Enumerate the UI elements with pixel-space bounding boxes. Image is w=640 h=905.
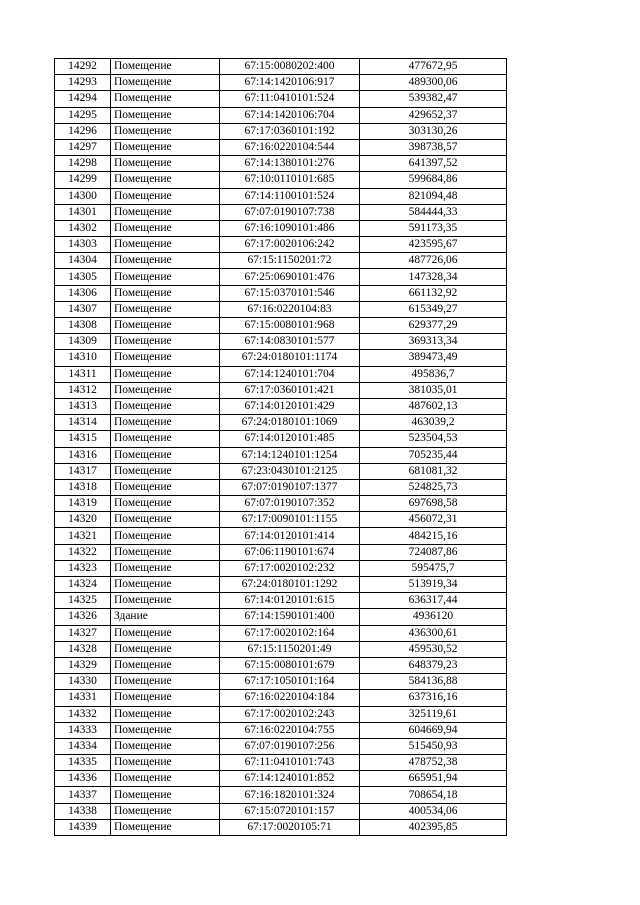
cadastral-value-cell: 539382,47: [360, 91, 507, 107]
object-type-cell: Помещение: [111, 334, 220, 350]
table-row: [55, 398, 507, 414]
table-row: [55, 237, 507, 253]
cadastral-value-cell: 604669,94: [360, 722, 507, 738]
table-row: [55, 593, 507, 609]
cadastral-value-cell: 4936120: [360, 609, 507, 625]
row-number-cell: 14298: [55, 156, 111, 172]
object-type-cell: Помещение: [111, 738, 220, 754]
table-row: [55, 301, 507, 317]
table-row: [55, 172, 507, 188]
cadastral-value-cell: 459530,52: [360, 641, 507, 657]
cadastral-number-cell: 67:25:0690101:476: [220, 269, 360, 285]
table-row: [55, 382, 507, 398]
object-type-cell: Помещение: [111, 59, 220, 75]
cadastral-number-cell: 67:14:0120101:429: [220, 398, 360, 414]
object-type-cell: Помещение: [111, 479, 220, 495]
table-row: [55, 722, 507, 738]
object-type-cell: Помещение: [111, 382, 220, 398]
cadastral-value-cell: 629377,29: [360, 318, 507, 334]
table-row: [55, 496, 507, 512]
cadastral-number-cell: 67:14:1240101:704: [220, 366, 360, 382]
row-number-cell: 14292: [55, 59, 111, 75]
row-number-cell: 14304: [55, 253, 111, 269]
cadastral-number-cell: 67:17:1050101:164: [220, 674, 360, 690]
cadastral-number-cell: 67:14:1240101:1254: [220, 447, 360, 463]
cadastral-number-cell: 67:15:0080202:400: [220, 59, 360, 75]
object-type-cell: Помещение: [111, 188, 220, 204]
cadastral-value-cell: 423595,67: [360, 237, 507, 253]
cadastral-number-cell: 67:15:0720101:157: [220, 803, 360, 819]
cadastral-value-cell: 484215,16: [360, 528, 507, 544]
table-row: [55, 771, 507, 787]
table-row: [55, 431, 507, 447]
object-type-cell: Здание: [111, 609, 220, 625]
row-number-cell: 14306: [55, 285, 111, 301]
object-type-cell: Помещение: [111, 156, 220, 172]
cadastral-value-cell: 325119,61: [360, 706, 507, 722]
object-type-cell: Помещение: [111, 366, 220, 382]
row-number-cell: 14312: [55, 382, 111, 398]
row-number-cell: 14305: [55, 269, 111, 285]
table-row: [55, 334, 507, 350]
object-type-cell: Помещение: [111, 560, 220, 576]
table-row: [55, 528, 507, 544]
cadastral-number-cell: 67:16:0220104:544: [220, 139, 360, 155]
object-type-cell: Помещение: [111, 755, 220, 771]
object-type-cell: Помещение: [111, 657, 220, 673]
row-number-cell: 14295: [55, 107, 111, 123]
table-row: [55, 188, 507, 204]
cadastral-number-cell: 67:15:0080101:679: [220, 657, 360, 673]
object-type-cell: Помещение: [111, 577, 220, 593]
cadastral-number-cell: 67:14:1100101:524: [220, 188, 360, 204]
cadastral-number-cell: 67:17:0020105:71: [220, 819, 360, 835]
object-type-cell: Помещение: [111, 512, 220, 528]
table-row: [55, 544, 507, 560]
row-number-cell: 14303: [55, 237, 111, 253]
row-number-cell: 14317: [55, 463, 111, 479]
cadastral-number-cell: 67:23:0430101:2125: [220, 463, 360, 479]
cadastral-number-cell: 67:14:1420106:704: [220, 107, 360, 123]
table-row: [55, 609, 507, 625]
cadastral-value-cell: 697698,58: [360, 496, 507, 512]
table-row: [55, 787, 507, 803]
cadastral-number-cell: 67:14:0120101:414: [220, 528, 360, 544]
cadastral-number-cell: 67:24:0180101:1174: [220, 350, 360, 366]
cadastral-number-cell: 67:14:0830101:577: [220, 334, 360, 350]
table-row: [55, 674, 507, 690]
row-number-cell: 14335: [55, 755, 111, 771]
row-number-cell: 14337: [55, 787, 111, 803]
cadastral-number-cell: 67:07:0190107:352: [220, 496, 360, 512]
table-row: [55, 253, 507, 269]
row-number-cell: 14293: [55, 75, 111, 91]
table-row: [55, 75, 507, 91]
table-row: [55, 269, 507, 285]
table-row: [55, 706, 507, 722]
row-number-cell: 14327: [55, 625, 111, 641]
row-number-cell: 14321: [55, 528, 111, 544]
object-type-cell: Помещение: [111, 431, 220, 447]
table-row: [55, 139, 507, 155]
cadastral-number-cell: 67:16:0220104:755: [220, 722, 360, 738]
table-row: [55, 819, 507, 835]
cadastral-value-cell: 381035,01: [360, 382, 507, 398]
property-registry-table: [54, 58, 507, 836]
cadastral-value-cell: 584444,33: [360, 204, 507, 220]
row-number-cell: 14336: [55, 771, 111, 787]
row-number-cell: 14318: [55, 479, 111, 495]
cadastral-value-cell: 591173,35: [360, 220, 507, 236]
cadastral-value-cell: 489300,06: [360, 75, 507, 91]
object-type-cell: Помещение: [111, 91, 220, 107]
table-row: [55, 447, 507, 463]
table-row: [55, 366, 507, 382]
object-type-cell: Помещение: [111, 674, 220, 690]
row-number-cell: 14310: [55, 350, 111, 366]
cadastral-value-cell: 705235,44: [360, 447, 507, 463]
row-number-cell: 14302: [55, 220, 111, 236]
cadastral-value-cell: 398738,57: [360, 139, 507, 155]
table-row: [55, 641, 507, 657]
object-type-cell: Помещение: [111, 803, 220, 819]
cadastral-value-cell: 487726,06: [360, 253, 507, 269]
cadastral-number-cell: 67:15:1150201:49: [220, 641, 360, 657]
table-row: [55, 738, 507, 754]
table-row: [55, 156, 507, 172]
object-type-cell: Помещение: [111, 593, 220, 609]
object-type-cell: Помещение: [111, 690, 220, 706]
object-type-cell: Помещение: [111, 447, 220, 463]
cadastral-value-cell: 402395,85: [360, 819, 507, 835]
object-type-cell: Помещение: [111, 139, 220, 155]
object-type-cell: Помещение: [111, 123, 220, 139]
row-number-cell: 14307: [55, 301, 111, 317]
row-number-cell: 14313: [55, 398, 111, 414]
table-row: [55, 59, 507, 75]
object-type-cell: Помещение: [111, 301, 220, 317]
object-type-cell: Помещение: [111, 253, 220, 269]
row-number-cell: 14323: [55, 560, 111, 576]
cadastral-number-cell: 67:06:1190101:674: [220, 544, 360, 560]
cadastral-number-cell: 67:07:0190107:1377: [220, 479, 360, 495]
cadastral-number-cell: 67:16:0220104:184: [220, 690, 360, 706]
object-type-cell: Помещение: [111, 706, 220, 722]
object-type-cell: Помещение: [111, 172, 220, 188]
table-row: [55, 107, 507, 123]
cadastral-value-cell: 821094,48: [360, 188, 507, 204]
cadastral-value-cell: 523504,53: [360, 431, 507, 447]
cadastral-value-cell: 495836,7: [360, 366, 507, 382]
table-row: [55, 415, 507, 431]
table-row: [55, 318, 507, 334]
cadastral-number-cell: 67:14:1240101:852: [220, 771, 360, 787]
row-number-cell: 14329: [55, 657, 111, 673]
cadastral-value-cell: 636317,44: [360, 593, 507, 609]
object-type-cell: Помещение: [111, 107, 220, 123]
row-number-cell: 14331: [55, 690, 111, 706]
cadastral-value-cell: 478752,38: [360, 755, 507, 771]
object-type-cell: Помещение: [111, 204, 220, 220]
cadastral-number-cell: 67:17:0090101:1155: [220, 512, 360, 528]
cadastral-value-cell: 665951,94: [360, 771, 507, 787]
row-number-cell: 14311: [55, 366, 111, 382]
cadastral-number-cell: 67:17:0360101:192: [220, 123, 360, 139]
cadastral-value-cell: 584136,88: [360, 674, 507, 690]
row-number-cell: 14319: [55, 496, 111, 512]
table-row: [55, 350, 507, 366]
row-number-cell: 14330: [55, 674, 111, 690]
object-type-cell: Помещение: [111, 771, 220, 787]
cadastral-value-cell: 477672,95: [360, 59, 507, 75]
table-row: [55, 285, 507, 301]
object-type-cell: Помещение: [111, 463, 220, 479]
cadastral-number-cell: 67:07:0190107:256: [220, 738, 360, 754]
cadastral-value-cell: 389473,49: [360, 350, 507, 366]
cadastral-number-cell: 67:15:0370101:546: [220, 285, 360, 301]
row-number-cell: 14299: [55, 172, 111, 188]
object-type-cell: Помещение: [111, 75, 220, 91]
row-number-cell: 14328: [55, 641, 111, 657]
object-type-cell: Помещение: [111, 398, 220, 414]
cadastral-value-cell: 648379,23: [360, 657, 507, 673]
cadastral-value-cell: 724087,86: [360, 544, 507, 560]
object-type-cell: Помещение: [111, 641, 220, 657]
row-number-cell: 14315: [55, 431, 111, 447]
cadastral-number-cell: 67:17:0020102:164: [220, 625, 360, 641]
cadastral-number-cell: 67:11:0410101:524: [220, 91, 360, 107]
row-number-cell: 14316: [55, 447, 111, 463]
row-number-cell: 14324: [55, 577, 111, 593]
cadastral-value-cell: 595475,7: [360, 560, 507, 576]
row-number-cell: 14320: [55, 512, 111, 528]
cadastral-number-cell: 67:17:0020102:243: [220, 706, 360, 722]
object-type-cell: Помещение: [111, 415, 220, 431]
cadastral-value-cell: 147328,34: [360, 269, 507, 285]
table-row: [55, 123, 507, 139]
cadastral-number-cell: 67:15:1150201:72: [220, 253, 360, 269]
cadastral-value-cell: 463039,2: [360, 415, 507, 431]
row-number-cell: 14333: [55, 722, 111, 738]
object-type-cell: Помещение: [111, 318, 220, 334]
cadastral-number-cell: 67:24:0180101:1069: [220, 415, 360, 431]
table-row: [55, 690, 507, 706]
row-number-cell: 14326: [55, 609, 111, 625]
table-row: [55, 803, 507, 819]
table-row: [55, 560, 507, 576]
object-type-cell: Помещение: [111, 285, 220, 301]
object-type-cell: Помещение: [111, 350, 220, 366]
cadastral-number-cell: 67:17:0020102:232: [220, 560, 360, 576]
table-row: [55, 625, 507, 641]
object-type-cell: Помещение: [111, 220, 220, 236]
table-row: [55, 657, 507, 673]
cadastral-value-cell: 487602,13: [360, 398, 507, 414]
cadastral-number-cell: 67:17:0020106:242: [220, 237, 360, 253]
cadastral-value-cell: 429652,37: [360, 107, 507, 123]
row-number-cell: 14296: [55, 123, 111, 139]
cadastral-value-cell: 513919,34: [360, 577, 507, 593]
cadastral-number-cell: 67:14:0120101:615: [220, 593, 360, 609]
object-type-cell: Помещение: [111, 625, 220, 641]
object-type-cell: Помещение: [111, 544, 220, 560]
cadastral-number-cell: 67:07:0190107:738: [220, 204, 360, 220]
row-number-cell: 14300: [55, 188, 111, 204]
cadastral-value-cell: 615349,27: [360, 301, 507, 317]
cadastral-number-cell: 67:14:0120101:485: [220, 431, 360, 447]
table-row: [55, 463, 507, 479]
cadastral-number-cell: 67:16:1820101:324: [220, 787, 360, 803]
cadastral-value-cell: 641397,52: [360, 156, 507, 172]
table-row: [55, 91, 507, 107]
cadastral-value-cell: 708654,18: [360, 787, 507, 803]
cadastral-number-cell: 67:17:0360101:421: [220, 382, 360, 398]
table-row: [55, 755, 507, 771]
cadastral-number-cell: 67:16:0220104:83: [220, 301, 360, 317]
row-number-cell: 14297: [55, 139, 111, 155]
cadastral-number-cell: 67:14:1380101:276: [220, 156, 360, 172]
object-type-cell: Помещение: [111, 269, 220, 285]
table-row: [55, 479, 507, 495]
row-number-cell: 14294: [55, 91, 111, 107]
cadastral-value-cell: 661132,92: [360, 285, 507, 301]
cadastral-value-cell: 681081,32: [360, 463, 507, 479]
cadastral-value-cell: 369313,34: [360, 334, 507, 350]
cadastral-value-cell: 599684,86: [360, 172, 507, 188]
row-number-cell: 14322: [55, 544, 111, 560]
row-number-cell: 14309: [55, 334, 111, 350]
cadastral-value-cell: 637316,16: [360, 690, 507, 706]
cadastral-number-cell: 67:14:1420106:917: [220, 75, 360, 91]
cadastral-value-cell: 436300,61: [360, 625, 507, 641]
row-number-cell: 14314: [55, 415, 111, 431]
cadastral-value-cell: 400534,06: [360, 803, 507, 819]
table-row: [55, 577, 507, 593]
cadastral-value-cell: 515450,93: [360, 738, 507, 754]
cadastral-number-cell: 67:10:0110101:685: [220, 172, 360, 188]
cadastral-number-cell: 67:11:0410101:743: [220, 755, 360, 771]
cadastral-value-cell: 456072,31: [360, 512, 507, 528]
cadastral-number-cell: 67:24:0180101:1292: [220, 577, 360, 593]
table-row: [55, 220, 507, 236]
row-number-cell: 14301: [55, 204, 111, 220]
row-number-cell: 14332: [55, 706, 111, 722]
row-number-cell: 14308: [55, 318, 111, 334]
object-type-cell: Помещение: [111, 496, 220, 512]
cadastral-number-cell: 67:14:1590101:400: [220, 609, 360, 625]
object-type-cell: Помещение: [111, 819, 220, 835]
cadastral-number-cell: 67:16:1090101:486: [220, 220, 360, 236]
cadastral-value-cell: 303130,26: [360, 123, 507, 139]
registry-table-body: [55, 59, 507, 836]
row-number-cell: 14334: [55, 738, 111, 754]
object-type-cell: Помещение: [111, 722, 220, 738]
cadastral-value-cell: 524825,73: [360, 479, 507, 495]
table-row: [55, 512, 507, 528]
row-number-cell: 14339: [55, 819, 111, 835]
table-row: [55, 204, 507, 220]
object-type-cell: Помещение: [111, 237, 220, 253]
row-number-cell: 14338: [55, 803, 111, 819]
object-type-cell: Помещение: [111, 528, 220, 544]
object-type-cell: Помещение: [111, 787, 220, 803]
row-number-cell: 14325: [55, 593, 111, 609]
cadastral-number-cell: 67:15:0080101:968: [220, 318, 360, 334]
